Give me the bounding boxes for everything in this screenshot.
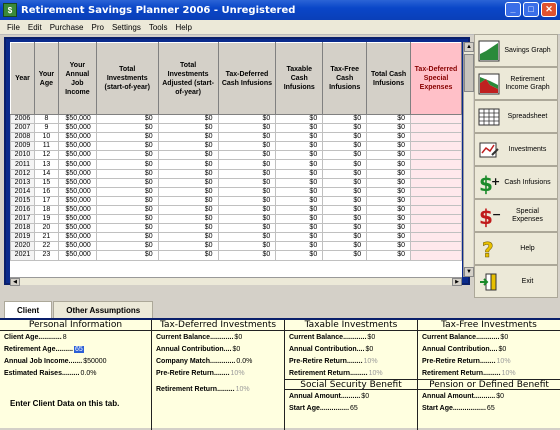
maximize-button[interactable]: □: [523, 2, 539, 17]
table-cell[interactable]: $0: [96, 178, 158, 187]
table-cell[interactable]: $0: [96, 205, 158, 214]
table-cell[interactable]: $0: [323, 169, 367, 178]
table-cell[interactable]: $0: [158, 224, 218, 233]
menu-tools[interactable]: Tools: [148, 22, 168, 32]
column-header: Tax-Free Cash Infusions: [323, 43, 367, 115]
year-cell[interactable]: 2014: [11, 187, 35, 196]
table-cell[interactable]: $0: [276, 187, 323, 196]
table-cell[interactable]: $0: [96, 124, 158, 133]
pension-amount-label: Annual Amount...........: [422, 392, 496, 400]
sidebar-label: Help: [520, 244, 535, 252]
table-cell[interactable]: $0: [96, 187, 158, 196]
table-cell[interactable]: [411, 196, 462, 205]
table-cell[interactable]: $0: [276, 115, 323, 124]
table-cell[interactable]: $0: [276, 133, 323, 142]
vertical-scrollbar[interactable]: [463, 42, 473, 277]
scroll-left-button[interactable]: ◀: [10, 278, 20, 286]
table-cell[interactable]: 17: [34, 196, 58, 205]
table-cell[interactable]: $0: [367, 215, 411, 224]
table-cell[interactable]: $0: [96, 133, 158, 142]
scroll-down-button[interactable]: ▼: [464, 267, 474, 277]
table-cell[interactable]: $0: [367, 233, 411, 242]
table-cell[interactable]: $0: [367, 124, 411, 133]
table-cell[interactable]: $0: [323, 242, 367, 251]
table-cell[interactable]: $0: [218, 187, 276, 196]
table-cell[interactable]: $0: [276, 196, 323, 205]
menu-bar: [0, 20, 560, 35]
special-expenses-button[interactable]: [474, 199, 558, 232]
table-cell[interactable]: $0: [323, 187, 367, 196]
table-cell[interactable]: $0: [276, 142, 323, 151]
column-header: Total Investments Adjusted (start-of-year): [158, 43, 218, 115]
table-cell[interactable]: $50,000: [58, 242, 96, 251]
table-cell[interactable]: $50,000: [58, 124, 96, 133]
year-cell[interactable]: 2018: [11, 224, 35, 233]
year-cell[interactable]: 2021: [11, 251, 35, 260]
td-match-field[interactable]: 0.0%: [236, 357, 253, 365]
tx-ret-label: Retirement Return.........: [289, 369, 368, 377]
table-cell[interactable]: $0: [96, 233, 158, 242]
tf-current-label: Current Balance............: [422, 333, 500, 341]
tx-contribution-label: Annual Contribution....: [289, 345, 365, 353]
table-cell[interactable]: $50,000: [58, 151, 96, 160]
table-cell[interactable]: $50,000: [58, 178, 96, 187]
table-cell[interactable]: $0: [158, 187, 218, 196]
year-cell[interactable]: 2011: [11, 160, 35, 169]
table-cell[interactable]: $50,000: [58, 215, 96, 224]
table-cell[interactable]: $0: [218, 133, 276, 142]
cash-infusions-button[interactable]: [474, 166, 558, 199]
table-cell[interactable]: 16: [34, 187, 58, 196]
table-cell[interactable]: $0: [276, 233, 323, 242]
table-cell[interactable]: $0: [367, 178, 411, 187]
td-match-label: Company Match.............: [156, 357, 236, 365]
table-cell[interactable]: $0: [276, 151, 323, 160]
table-cell[interactable]: $0: [218, 178, 276, 187]
table-cell[interactable]: $0: [218, 142, 276, 151]
table-cell[interactable]: $50,000: [58, 251, 96, 260]
table-cell[interactable]: 11: [34, 142, 58, 151]
tx-ret-field[interactable]: 10%: [368, 369, 383, 377]
table-row: [11, 169, 462, 178]
sidebar-label: Special Expenses: [512, 207, 543, 223]
table-row: [11, 133, 462, 142]
tf-current-field[interactable]: $0: [500, 333, 509, 341]
table-cell[interactable]: [411, 115, 462, 124]
spreadsheet-grid[interactable]: [10, 42, 462, 277]
table-cell[interactable]: $0: [96, 151, 158, 160]
table-cell[interactable]: $0: [367, 205, 411, 214]
table-cell[interactable]: $0: [158, 115, 218, 124]
tx-current-label: Current Balance............: [289, 333, 367, 341]
tax-free-section: [418, 320, 560, 430]
table-cell[interactable]: $0: [323, 215, 367, 224]
table-cell[interactable]: $0: [323, 233, 367, 242]
table-cell[interactable]: $0: [96, 169, 158, 178]
investments-icon: [478, 139, 500, 161]
column-header: Total Cash Infusions: [367, 43, 411, 115]
exit-door-icon: [478, 271, 500, 293]
column-header: Year: [11, 43, 35, 115]
retirement-age-field[interactable]: 65: [74, 345, 83, 353]
job-income-field[interactable]: $50000: [83, 357, 107, 365]
menu-edit[interactable]: Edit: [27, 22, 42, 32]
scroll-right-button[interactable]: ▶: [452, 278, 462, 286]
column-header: Your Age: [34, 43, 58, 115]
table-row: [11, 233, 462, 242]
table-row: [11, 151, 462, 160]
tab-other-assumptions[interactable]: Other Assumptions: [53, 301, 153, 318]
table-row: [11, 205, 462, 214]
table-cell[interactable]: [411, 169, 462, 178]
menu-purchase[interactable]: Purchase: [49, 22, 84, 32]
table-cell[interactable]: $0: [96, 251, 158, 260]
table-cell[interactable]: $0: [96, 115, 158, 124]
tf-contribution-label: Annual Contribution....: [422, 345, 498, 353]
table-cell[interactable]: $0: [158, 233, 218, 242]
spreadsheet-frame: [4, 37, 470, 285]
table-cell[interactable]: $0: [367, 133, 411, 142]
table-cell[interactable]: [411, 251, 462, 260]
table-cell[interactable]: $0: [323, 251, 367, 260]
ss-start-label: Start Age...............: [289, 404, 350, 412]
table-cell[interactable]: $0: [367, 151, 411, 160]
tf-pre-label: Pre-Retire Return........: [422, 357, 496, 365]
table-cell[interactable]: $0: [158, 160, 218, 169]
table-cell[interactable]: $0: [367, 224, 411, 233]
table-cell[interactable]: $0: [276, 160, 323, 169]
table-cell[interactable]: 10: [34, 133, 58, 142]
table-cell[interactable]: $0: [158, 169, 218, 178]
year-cell[interactable]: 2007: [11, 124, 35, 133]
job-income-label: Annual Job Income.......: [4, 357, 83, 365]
spreadsheet-icon: [478, 106, 500, 128]
savings-graph-icon: [478, 40, 500, 62]
client-age-field[interactable]: 8: [62, 333, 67, 341]
table-cell[interactable]: $0: [276, 124, 323, 133]
table-cell[interactable]: [411, 224, 462, 233]
svg-text:−: −: [492, 207, 502, 221]
sidebar-label: Spreadsheet: [507, 112, 548, 120]
table-cell[interactable]: $0: [158, 215, 218, 224]
table-cell[interactable]: [411, 133, 462, 142]
table-cell[interactable]: $50,000: [58, 196, 96, 205]
td-current-label: Current Balance............: [156, 333, 234, 341]
tax-deferred-section: [152, 320, 285, 430]
table-cell[interactable]: $0: [323, 160, 367, 169]
app-icon: $: [3, 3, 17, 17]
table-row: [11, 224, 462, 233]
table-cell[interactable]: $0: [158, 178, 218, 187]
td-current-field[interactable]: $0: [234, 333, 243, 341]
table-row: [11, 251, 462, 260]
table-cell[interactable]: $0: [218, 160, 276, 169]
tf-pre-field[interactable]: 10%: [496, 357, 511, 365]
table-row: [11, 215, 462, 224]
table-cell[interactable]: $50,000: [58, 133, 96, 142]
hint-text: Enter Client Data on this tab.: [10, 399, 120, 408]
close-button[interactable]: ✕: [541, 2, 557, 17]
table-cell[interactable]: [411, 215, 462, 224]
table-cell[interactable]: $0: [158, 124, 218, 133]
section-title: Tax-Free Investments: [418, 320, 560, 331]
svg-text:+: +: [491, 174, 501, 188]
table-cell[interactable]: 14: [34, 169, 58, 178]
projection-table: [10, 42, 462, 261]
question-icon: [478, 238, 500, 260]
taxable-section: [285, 320, 418, 430]
table-cell[interactable]: $0: [96, 224, 158, 233]
table-cell[interactable]: $0: [218, 205, 276, 214]
table-cell[interactable]: $0: [158, 151, 218, 160]
table-cell[interactable]: $0: [218, 196, 276, 205]
tx-contribution-field[interactable]: $0: [365, 345, 374, 353]
raises-label: Estimated Raises.........: [4, 369, 80, 377]
table-cell[interactable]: $50,000: [58, 224, 96, 233]
table-cell[interactable]: [411, 205, 462, 214]
tab-strip: [4, 301, 154, 319]
td-contribution-field[interactable]: $0: [232, 345, 241, 353]
table-cell[interactable]: $0: [367, 169, 411, 178]
column-header: Taxable Cash Infusions: [276, 43, 323, 115]
table-row: [11, 242, 462, 251]
table-cell[interactable]: [411, 151, 462, 160]
section-title: Personal Information: [0, 320, 151, 331]
table-cell[interactable]: 23: [34, 251, 58, 260]
help-button[interactable]: [474, 232, 558, 265]
table-cell[interactable]: $0: [218, 151, 276, 160]
table-row: [11, 178, 462, 187]
table-cell[interactable]: $0: [158, 242, 218, 251]
tx-pre-field[interactable]: 10%: [363, 357, 378, 365]
dollar-minus-icon: [478, 205, 500, 227]
column-header: Your Annual Job Income: [58, 43, 96, 115]
table-cell[interactable]: $0: [218, 251, 276, 260]
table-cell[interactable]: $0: [276, 178, 323, 187]
raises-field[interactable]: 0.0%: [80, 369, 97, 377]
table-cell[interactable]: $0: [218, 115, 276, 124]
year-cell[interactable]: 2012: [11, 169, 35, 178]
table-cell[interactable]: $0: [158, 196, 218, 205]
table-cell[interactable]: $0: [367, 142, 411, 151]
table-cell[interactable]: $50,000: [58, 160, 96, 169]
savings-graph-button[interactable]: [474, 34, 558, 67]
sidebar-label: Retirement Income Graph: [505, 75, 550, 91]
table-cell[interactable]: $0: [367, 196, 411, 205]
year-cell[interactable]: 2006: [11, 115, 35, 124]
table-cell[interactable]: [411, 242, 462, 251]
table-cell[interactable]: $0: [218, 242, 276, 251]
table-cell[interactable]: [411, 178, 462, 187]
table-cell[interactable]: $0: [96, 215, 158, 224]
table-cell[interactable]: 9: [34, 124, 58, 133]
scroll-thumb[interactable]: [464, 54, 474, 92]
table-cell[interactable]: [411, 160, 462, 169]
year-cell[interactable]: 2015: [11, 196, 35, 205]
scroll-up-button[interactable]: ▲: [464, 42, 474, 52]
table-cell[interactable]: $50,000: [58, 187, 96, 196]
tf-ret-field[interactable]: 10%: [501, 369, 516, 377]
table-cell[interactable]: $0: [218, 169, 276, 178]
table-cell[interactable]: $0: [323, 224, 367, 233]
spreadsheet-button[interactable]: [474, 100, 558, 133]
table-cell[interactable]: 22: [34, 242, 58, 251]
td-contribution-label: Annual Contribution....: [156, 345, 232, 353]
td-ret-label: Retirement Return.........: [156, 385, 235, 393]
client-panel: [0, 318, 560, 428]
svg-text:$: $: [479, 171, 493, 196]
table-header-row: [11, 43, 462, 115]
table-cell[interactable]: $0: [96, 160, 158, 169]
menu-file[interactable]: File: [7, 22, 20, 32]
year-cell[interactable]: 2017: [11, 215, 35, 224]
table-cell[interactable]: $0: [323, 142, 367, 151]
table-cell[interactable]: 15: [34, 178, 58, 187]
table-cell[interactable]: $50,000: [58, 233, 96, 242]
td-pre-label: Pre-Retire Return........: [156, 369, 230, 377]
pension-title: Pension or Defined Benefit: [418, 379, 560, 390]
section-title: Taxable Investments: [285, 320, 417, 331]
year-cell[interactable]: 2019: [11, 233, 35, 242]
title-bar: [0, 0, 560, 20]
tab-client[interactable]: Client: [4, 301, 52, 319]
table-cell[interactable]: 20: [34, 224, 58, 233]
table-cell[interactable]: 13: [34, 160, 58, 169]
table-cell[interactable]: $0: [276, 169, 323, 178]
table-cell[interactable]: $0: [96, 142, 158, 151]
table-cell[interactable]: $0: [367, 115, 411, 124]
table-cell[interactable]: 8: [34, 115, 58, 124]
svg-text:$: $: [479, 204, 493, 229]
menu-settings[interactable]: Settings: [111, 22, 141, 32]
sidebar-label: Cash Infusions: [504, 178, 551, 186]
pension-start-field[interactable]: 65: [486, 404, 495, 412]
table-cell[interactable]: 19: [34, 215, 58, 224]
td-pre-field[interactable]: 10%: [230, 369, 245, 377]
ss-amount-label: Annual Amount..........: [289, 392, 361, 400]
menu-help[interactable]: Help: [175, 22, 192, 32]
sidebar-label: Savings Graph: [504, 46, 551, 54]
table-cell[interactable]: $0: [276, 205, 323, 214]
year-cell[interactable]: 2009: [11, 142, 35, 151]
table-cell[interactable]: $0: [218, 124, 276, 133]
table-cell[interactable]: $0: [218, 215, 276, 224]
exit-button[interactable]: [474, 265, 558, 298]
table-cell[interactable]: $0: [218, 233, 276, 242]
table-cell[interactable]: $0: [158, 133, 218, 142]
column-header: Tax-Deferred Special Expenses: [411, 43, 462, 115]
svg-text:?: ?: [482, 237, 494, 262]
table-cell[interactable]: $0: [367, 160, 411, 169]
retirement-income-graph-button[interactable]: [474, 67, 558, 100]
table-row: [11, 187, 462, 196]
tx-pre-label: Pre-Retire Return........: [289, 357, 363, 365]
table-cell[interactable]: $0: [367, 251, 411, 260]
table-cell[interactable]: [411, 187, 462, 196]
window-title: Retirement Savings Planner 2006 - Unregistered: [21, 4, 296, 16]
dollar-plus-icon: [478, 172, 500, 194]
pension-start-label: Start Age.................: [422, 404, 486, 412]
table-cell[interactable]: $0: [323, 178, 367, 187]
section-title: Tax-Deferred Investments: [152, 320, 284, 331]
table-cell[interactable]: $0: [323, 205, 367, 214]
year-cell[interactable]: 2008: [11, 133, 35, 142]
table-cell[interactable]: $0: [323, 151, 367, 160]
income-graph-icon: [478, 73, 500, 95]
table-cell[interactable]: $0: [276, 224, 323, 233]
menu-pro[interactable]: Pro: [91, 22, 104, 32]
table-cell[interactable]: [411, 233, 462, 242]
ss-start-field[interactable]: 65: [350, 404, 358, 412]
table-cell[interactable]: $0: [158, 205, 218, 214]
table-cell[interactable]: $50,000: [58, 115, 96, 124]
table-cell[interactable]: 18: [34, 205, 58, 214]
table-cell[interactable]: 12: [34, 151, 58, 160]
social-security-title: Social Security Benefit: [285, 379, 417, 390]
table-cell[interactable]: $0: [323, 196, 367, 205]
table-cell[interactable]: $0: [323, 133, 367, 142]
table-row: [11, 124, 462, 133]
table-cell[interactable]: $0: [276, 242, 323, 251]
table-cell[interactable]: [411, 142, 462, 151]
personal-information-section: [0, 320, 152, 430]
table-row: [11, 160, 462, 169]
tf-contribution-field[interactable]: $0: [498, 345, 507, 353]
table-cell[interactable]: $0: [96, 242, 158, 251]
table-cell[interactable]: $50,000: [58, 205, 96, 214]
table-row: [11, 196, 462, 205]
retirement-age-label: Retirement Age.........: [4, 345, 73, 353]
table-cell[interactable]: $0: [158, 142, 218, 151]
investments-button[interactable]: [474, 133, 558, 166]
table-cell[interactable]: $50,000: [58, 142, 96, 151]
table-cell[interactable]: $0: [276, 215, 323, 224]
tf-ret-label: Retirement Return.........: [422, 369, 501, 377]
table-cell[interactable]: 21: [34, 233, 58, 242]
td-ret-field[interactable]: 10%: [235, 385, 250, 393]
column-header: Total Investments (start-of-year): [96, 43, 158, 115]
table-row: [11, 115, 462, 124]
ss-amount-field[interactable]: $0: [361, 392, 370, 400]
sidebar: [474, 34, 560, 297]
year-cell[interactable]: 2016: [11, 205, 35, 214]
year-cell[interactable]: 2013: [11, 178, 35, 187]
tx-current-field[interactable]: $0: [367, 333, 376, 341]
sidebar-label: Investments: [508, 145, 547, 153]
pension-amount-field[interactable]: $0: [496, 392, 505, 400]
table-cell[interactable]: $0: [218, 224, 276, 233]
column-header: Tax-Deferred Cash Infusions: [218, 43, 276, 115]
sidebar-label: Exit: [521, 277, 534, 285]
client-age-label: Client Age............: [4, 333, 62, 341]
table-row: [11, 142, 462, 151]
table-cell[interactable]: $50,000: [58, 169, 96, 178]
table-cell[interactable]: [411, 124, 462, 133]
table-cell[interactable]: $0: [158, 251, 218, 260]
table-cell[interactable]: $0: [276, 251, 323, 260]
horizontal-scrollbar[interactable]: [10, 277, 462, 285]
table-cell[interactable]: $0: [96, 196, 158, 205]
year-cell[interactable]: 2010: [11, 151, 35, 160]
minimize-button[interactable]: _: [505, 2, 521, 17]
table-cell[interactable]: $0: [323, 124, 367, 133]
table-cell[interactable]: $0: [367, 242, 411, 251]
year-cell[interactable]: 2020: [11, 242, 35, 251]
table-cell[interactable]: $0: [367, 187, 411, 196]
table-cell[interactable]: $0: [323, 115, 367, 124]
